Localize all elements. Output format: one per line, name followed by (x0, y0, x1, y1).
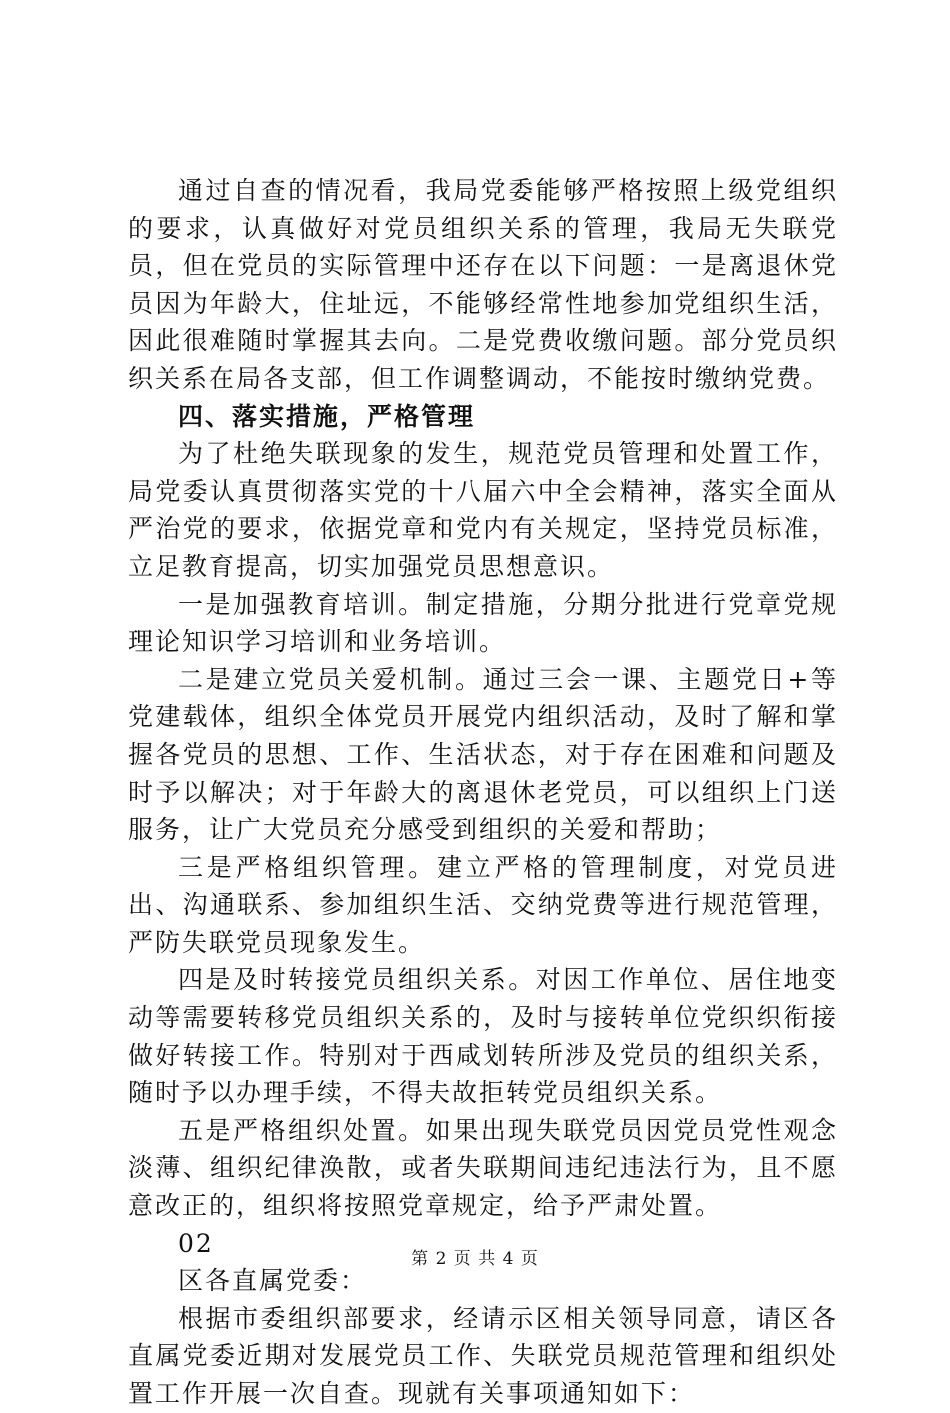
page-footer-pagination: 第 2 页 共 4 页 (411, 1249, 539, 1269)
paragraph-strict-disposal: 五是严格组织处置。如果出现失联党员因党员党性观念淡薄、组织纪律涣散，或者失联期间违纪违法行为，且不愿意改正的，组织将按照党章规定，给予严肃处置。 (128, 1115, 838, 1221)
paragraph-salutation: 区各直属党委： (178, 1266, 368, 1296)
paragraph-notice-intro: 根据市委组织部要求，经请示区相关领导同意，请区各直属党委近期对发展党员工作、失联党员规范管理和组织处置工作开展一次自查。现就有关事项通知如下： (128, 1303, 838, 1408)
paragraph-care-mechanism: 二是建立党员关爱机制。通过三会一课、主题党日+等党建载体，组织全体党员开展党内组织活动，及时了解和掌握各党员的思想、工作、生活状态，对于存在困难和问题及时予以解决；对于年龄大的离退休老党员，可以组织上门送服务，让广大党员充分感受到组织的关爱和帮助； (128, 664, 838, 845)
section-heading-measures: 四、落实措施，严格管理 (178, 401, 476, 431)
paragraph-self-check-findings: 通过自查的情况看，我局党委能够严格按照上级党组织的要求，认真做好对党员组织关系的管理，我局无失联党员，但在党员的实际管理中还存在以下问题：一是离退休党员因为年龄大，住址远，不能够经常性地参加党组织生活，因此很难随时掌握其去向。二是党费收缴问题。部分党员织织关系在局各支部，但工作调整调动，不能按时缴纳党费。 (128, 176, 838, 393)
paragraph-measures-intro: 为了杜绝失联现象的发生，规范党员管理和处置工作，局党委认真贯彻落实党的十八届六中全会精神，落实全面从严治党的要求，依据党章和党内有关规定，坚持党员标准，立足教育提高，切实加强党员思想意识。 (128, 439, 838, 581)
document-body (128, 172, 838, 1413)
paragraph-strict-management: 三是严格组织管理。建立严格的管理制度，对党员进出、沟通联系、参加组织生活、交纳党费等进行规范管理，严防失联党员现象发生。 (128, 852, 838, 957)
paragraph-transfer-relations: 四是及时转接党员组织关系。对因工作单位、居住地变动等需要转移党员组织关系的，及时与接转单位党织织衔接做好转接工作。特别对于西咸划转所涉及党员的组织关系，随时予以办理手续，不得夫故拒转党员组织关系。 (128, 965, 838, 1108)
paragraph-education-training: 一是加强教育培训。制定措施，分期分批进行党章党规理论知识学习培训和业务培训。 (128, 589, 838, 657)
paragraph-section-number: 02 (178, 1228, 214, 1258)
